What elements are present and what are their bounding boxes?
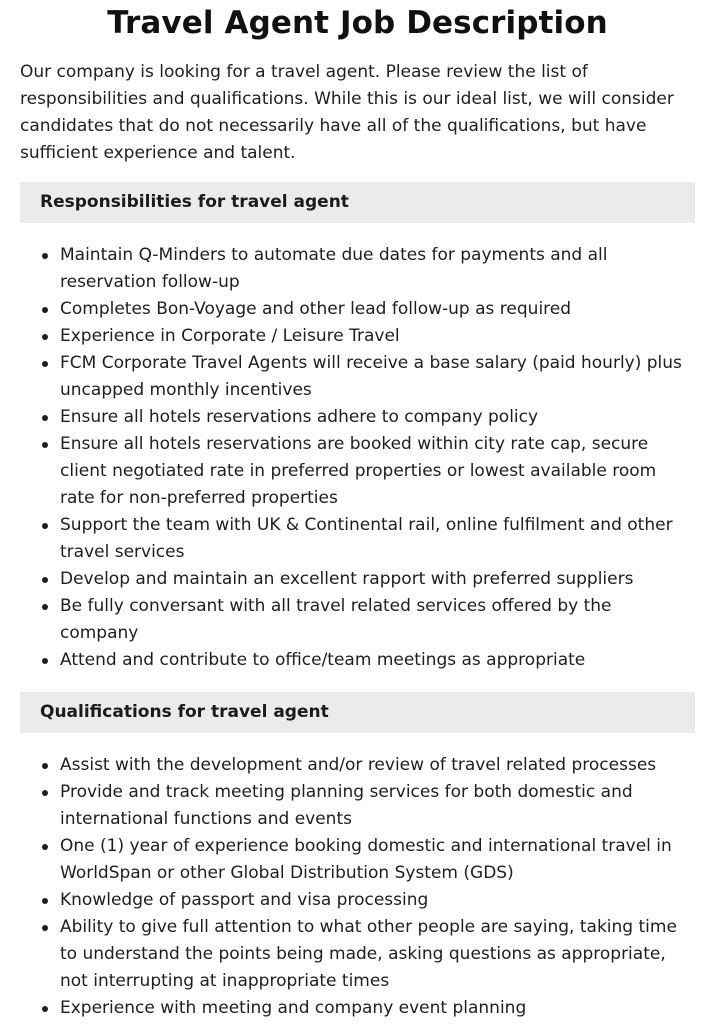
qualifications-heading: Qualifications for travel agent (20, 692, 695, 733)
list-item-text: Knowledge of passport and visa processing (60, 890, 429, 910)
list-item (20, 887, 695, 914)
bullet-icon (42, 523, 48, 529)
list-item (20, 752, 695, 779)
bullet-icon (42, 415, 48, 421)
list-item-text: Assist with the development and/or review of travel related processes (60, 755, 657, 775)
list-item-text: Ensure all hotels reservations are booked within city rate cap, secure client negotiated rate in preferred properties or lowest available room rate for non-preferred properties (60, 434, 657, 508)
list-item-text: Support the team with UK & Continental rail, online fulfilment and other travel services (60, 515, 673, 562)
list-item-text: One (1) year of experience booking domestic and international travel in WorldSpan or other Global Distribution System (GDS) (60, 836, 672, 883)
bullet-icon (42, 334, 48, 340)
list-item (20, 995, 695, 1022)
list-item (20, 242, 695, 296)
responsibilities-heading: Responsibilities for travel agent (20, 182, 695, 223)
qualifications-list (20, 752, 695, 1022)
bullet-icon (42, 790, 48, 796)
page-title: Travel Agent Job Description (107, 5, 608, 41)
list-item-text: Provide and track meeting planning services for both domestic and international functions and events (60, 782, 633, 829)
list-item (20, 296, 695, 323)
list-item-text: Ensure all hotels reservations adhere to company policy (60, 407, 539, 427)
list-item (20, 833, 695, 887)
bullet-icon (42, 1006, 48, 1012)
list-item-text: Completes Bon-Voyage and other lead follow-up as required (60, 299, 572, 319)
list-item-text: Experience in Corporate / Leisure Travel (60, 326, 400, 346)
bullet-icon (42, 442, 48, 448)
list-item-text: Maintain Q-Minders to automate due dates for payments and all reservation follow-up (60, 245, 608, 292)
list-item (20, 512, 695, 566)
bullet-icon (42, 307, 48, 313)
list-item (20, 593, 695, 647)
bullet-icon (42, 925, 48, 931)
bullet-icon (42, 658, 48, 664)
responsibilities-list (20, 242, 695, 674)
list-item-text: Ability to give full attention to what other people are saying, taking time to understand the points being made, asking questions as appropriate, not interrupting at inappropriate times (60, 917, 677, 991)
bullet-icon (42, 763, 48, 769)
intro-paragraph: Our company is looking for a travel agent. Please review the list of responsibilities and qualifications. While this is our ideal list, we will consider candidates that do not necessarily have all of the qualifications, but have sufficient experience and talent. (20, 62, 674, 163)
list-item (20, 566, 695, 593)
list-item (20, 350, 695, 404)
bullet-icon (42, 577, 48, 583)
bullet-icon (42, 253, 48, 259)
list-item (20, 404, 695, 431)
bullet-icon (42, 604, 48, 610)
list-item (20, 647, 695, 674)
list-item (20, 914, 695, 995)
list-item-text: FCM Corporate Travel Agents will receive a base salary (paid hourly) plus uncapped monthly incentives (60, 353, 682, 400)
list-item-text: Develop and maintain an excellent rapport with preferred suppliers (60, 569, 634, 589)
bullet-icon (42, 898, 48, 904)
bullet-icon (42, 361, 48, 367)
list-item (20, 431, 695, 512)
list-item-text: Experience with meeting and company event planning (60, 998, 527, 1018)
bullet-icon (42, 844, 48, 850)
list-item-text: Be fully conversant with all travel related services offered by the company (60, 596, 612, 643)
list-item (20, 779, 695, 833)
list-item-text: Attend and contribute to office/team meetings as appropriate (60, 650, 586, 670)
list-item (20, 323, 695, 350)
